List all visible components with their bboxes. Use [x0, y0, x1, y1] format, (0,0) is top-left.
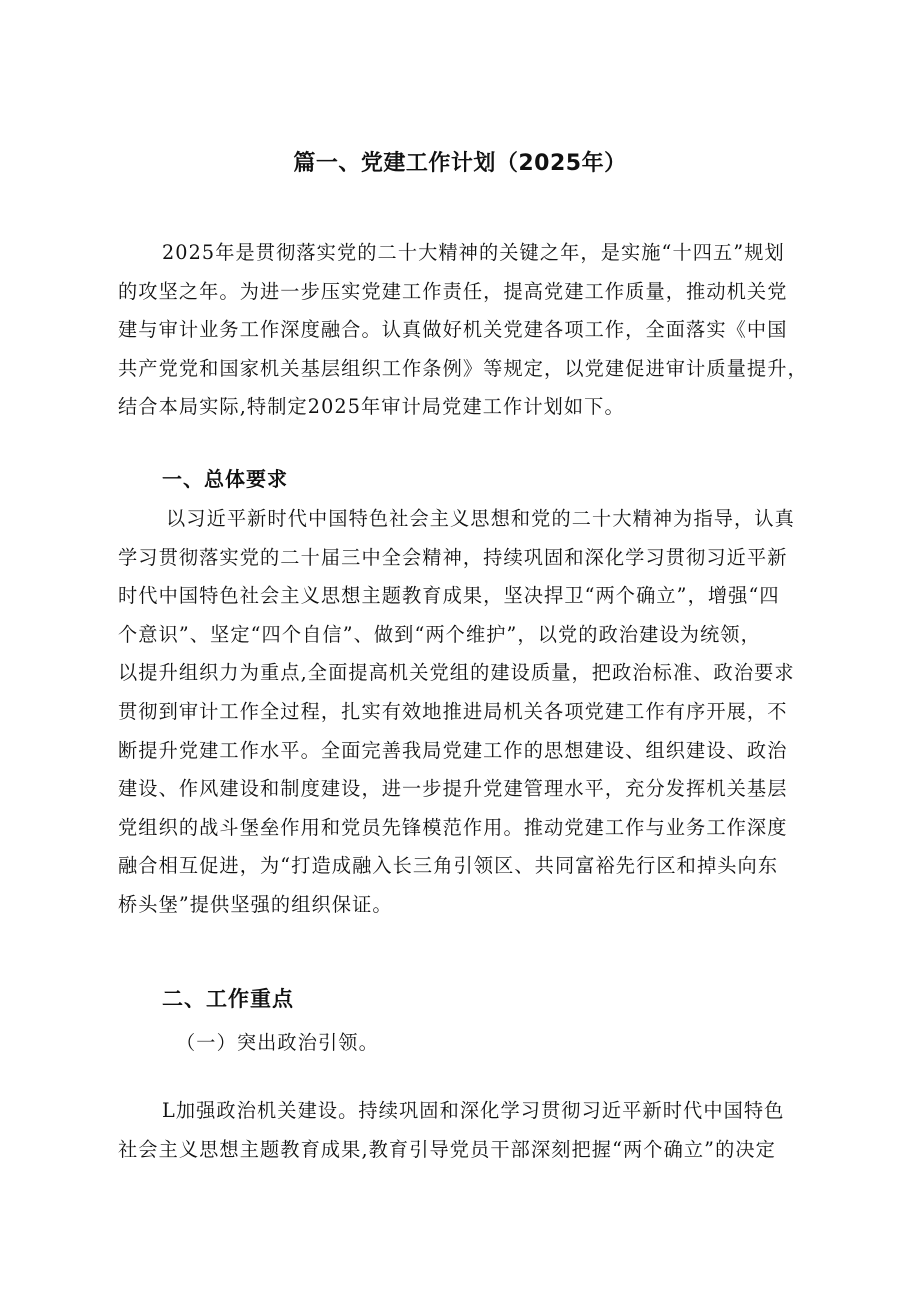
paragraph-line: 以提升组织力为重点,全面提高机关党组的建设质量，把政治标准、政治要求: [118, 661, 795, 685]
paragraph-line: 建与审计业务工作深度融合。认真做好机关党建各项工作，全面落实《中国: [118, 318, 788, 342]
paragraph-line: L加强政治机关建设。持续巩固和深化学习贯彻习近平新时代中国特色: [162, 1099, 785, 1122]
paragraph-line: 结合本局实际,特制定2025年审计局党建工作计划如下。: [118, 395, 625, 419]
paragraph-line: 共产党党和国家机关基层组织工作条例》等规定，以党建促进审计质量提升，: [118, 356, 808, 380]
subsection-heading-political-leadership: （一）突出政治引领。: [176, 1031, 379, 1054]
paragraph-line: 个意识”、坚定“四个自信”、做到“两个维护”，以党的政治建设为统领，: [118, 622, 761, 646]
document-title: 篇一、党建工作计划（2025年）: [293, 151, 627, 176]
item1-paragraph: [118, 1092, 832, 1169]
paragraph-line: 学习贯彻落实党的二十届三中全会精神，持续巩固和深化学习贯彻习近平新: [118, 545, 788, 569]
paragraph-line: 建设、作风建设和制度建设，进一步提升党建管理水平，充分发挥机关基层: [118, 777, 788, 801]
section-heading-work-priorities: 二、工作重点: [162, 987, 294, 1011]
paragraph-line: 桥头堡”提供坚强的组织保证。: [118, 892, 393, 916]
section-heading-general-requirements: 一、总体要求: [162, 467, 288, 491]
paragraph-line: 2025年是贯彻落实党的二十大精神的关键之年，是实施“十四五”规划: [162, 241, 785, 264]
paragraph-line: 时代中国特色社会主义思想主题教育成果，坚决捍卫“两个确立”，增强“四: [118, 584, 780, 608]
paragraph-line: 党组织的战斗堡垒作用和党员先锋模范作用。推动党建工作与业务工作深度: [118, 815, 788, 839]
general-requirements-paragraph: [118, 500, 832, 925]
paragraph-line: 社会主义思想主题教育成果,教育引导党员干部深刻把握“两个确立”的决定: [118, 1137, 776, 1161]
intro-paragraph: [118, 234, 832, 427]
paragraph-line: 融合相互促进，为“打造成融入长三角引领区、共同富裕先行区和掉头向东: [118, 854, 779, 878]
paragraph-line: 贯彻到审计工作全过程，扎实有效地推进局机关各项党建工作有序开展，不: [118, 699, 788, 723]
paragraph-line: 以习近平新时代中国特色社会主义思想和党的二十大精神为指导，认真: [166, 507, 795, 530]
paragraph-line: 的攻坚之年。为进一步压实党建工作责任，提高党建工作质量，推动机关党: [118, 279, 788, 303]
paragraph-line: 断提升党建工作水平。全面完善我局党建工作的思想建设、组织建设、政治: [118, 738, 788, 762]
